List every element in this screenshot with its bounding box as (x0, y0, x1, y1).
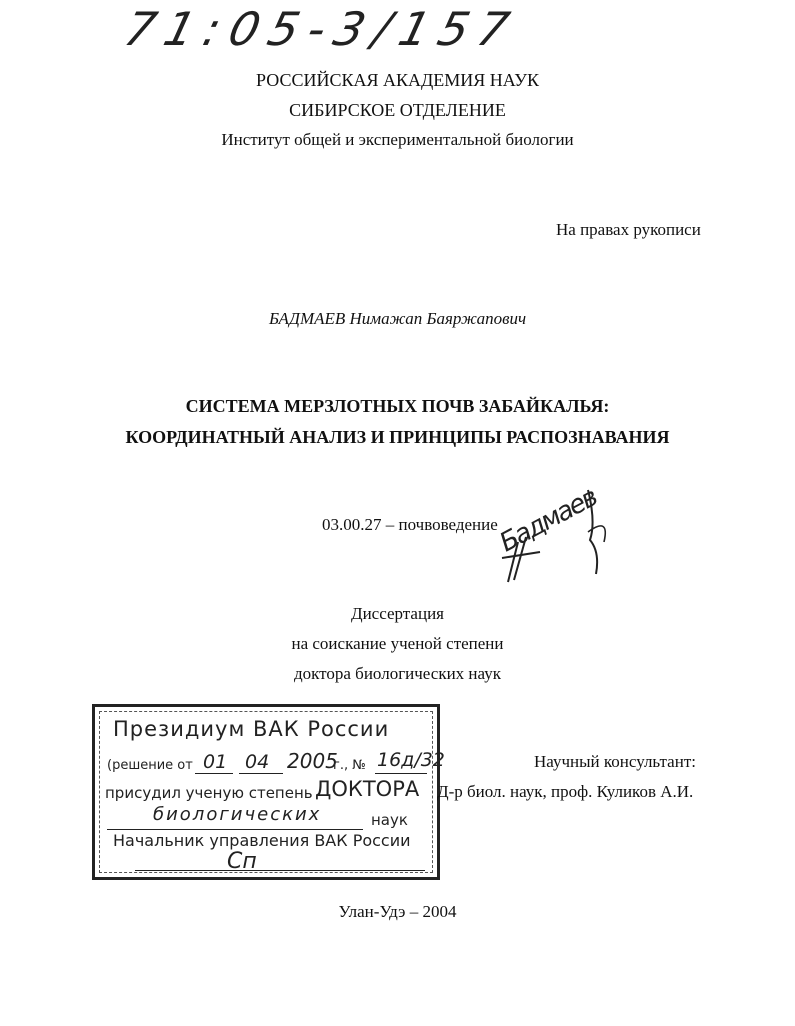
stamp-number-line (375, 773, 427, 774)
city-year: Улан-Удэ – 2004 (338, 902, 457, 921)
institute-name: Институт общей и экспериментальной биологии (221, 130, 574, 149)
stamp-awarded: присудил ученую степень (105, 784, 313, 802)
stamp-decision-number: 16д/32 (377, 749, 445, 771)
stamp-decision-month: 04 (245, 751, 270, 773)
degree-purpose: на соискание ученой степени (291, 634, 504, 653)
stamp-field-handwritten: биологических (153, 804, 322, 825)
degree-name: доктора биологических наук (294, 664, 501, 683)
author-signature (494, 482, 620, 592)
handwritten-archive-number: 71:05-3/157 (119, 2, 525, 56)
stamp-day-line (195, 773, 233, 774)
stamp-decision-prefix: (решение от (107, 758, 193, 773)
author-name: БАДМАЕВ Нимажап Баяржапович (268, 309, 527, 328)
stamp-signature-line (135, 870, 425, 871)
vak-stamp (92, 704, 445, 880)
dissertation-title-line-2: КООРДИНАТНЫЙ АНАЛИЗ И ПРИНЦИПЫ РАСПОЗНАВАНИЯ (125, 427, 670, 447)
stamp-field-suffix: наук (371, 811, 408, 829)
signature-strokes (500, 482, 620, 592)
academy-name: РОССИЙСКАЯ АКАДЕМИЯ НАУК (256, 70, 539, 90)
specialty-code: 03.00.27 – почвоведение (322, 515, 498, 534)
dissertation-title-line-1: СИСТЕМА МЕРЗЛОТНЫХ ПОЧВ ЗАБАЙКАЛЬЯ: (185, 396, 610, 416)
consultant-name: Д-р биол. наук, проф. Куликов А.И. (437, 782, 694, 801)
stamp-decision-day: 01 (203, 751, 228, 773)
stamp-degree: ДОКТОРА (315, 777, 420, 801)
stamp-chief: Начальник управления ВАК России (113, 831, 411, 850)
manuscript-rights: На правах рукописи (556, 220, 701, 239)
author-signature-text: Бадмаев (494, 482, 602, 559)
branch-name: СИБИРСКОЕ ОТДЕЛЕНИЕ (289, 100, 506, 120)
stamp-decision-year-suffix: г., № (333, 758, 366, 773)
stamp-month-line (239, 773, 283, 774)
stamp-chief-signature: Сп (227, 849, 257, 874)
stamp-title: Президиум ВАК России (113, 717, 390, 741)
consultant-label: Научный консультант: (534, 752, 696, 771)
stamp-decision-year: 2005 (287, 749, 338, 773)
stamp-field-line (107, 829, 363, 830)
dissertation-label: Диссертация (350, 604, 444, 623)
